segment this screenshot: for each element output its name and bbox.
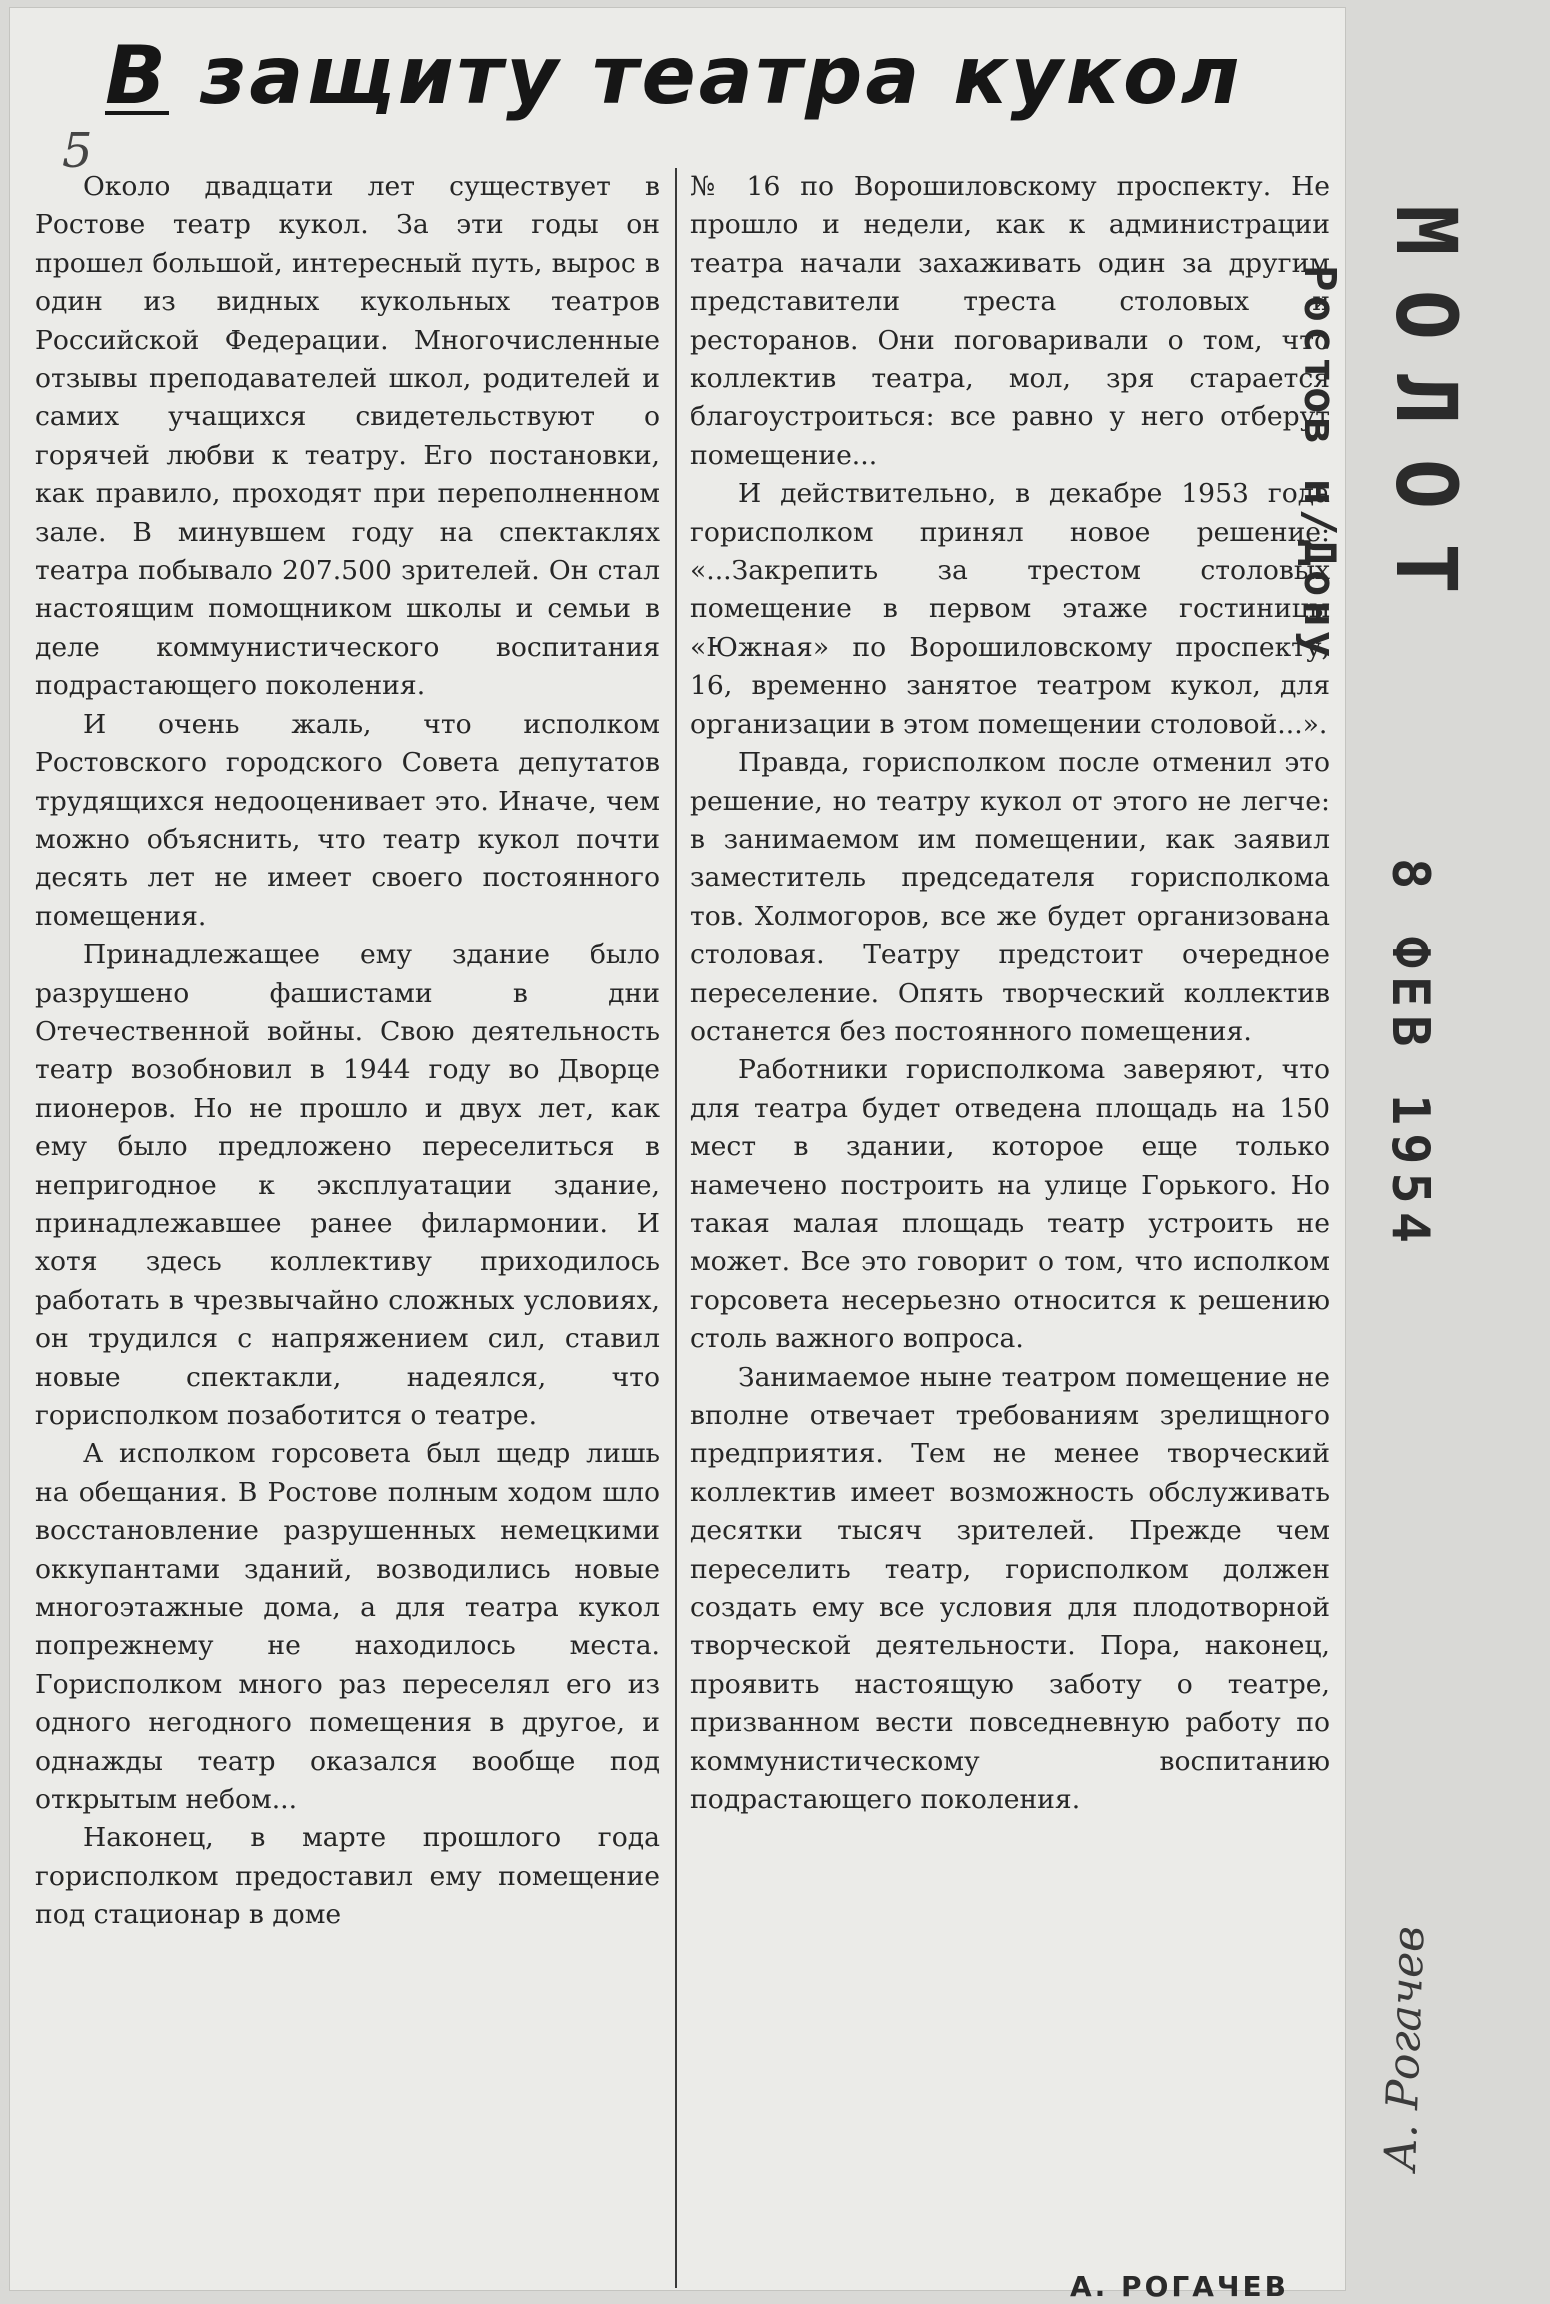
paragraph: Принадлежащее ему здание было разрушено фашистами в дни Отечественной войны. Свою деятельность театр возобновил в 1944 году во Дворце пионеров. Но не прошло и двух лет, как ему было предложено переселиться в непригодное к эксплуатации здание, принадлежавшее ранее филармонии. И хотя здесь коллективу приходилось работать в чрезвычайно сложных условиях, он трудился с напряжением сил, ставил новые спектакли, надеялся, что горисполком позаботится о театре.: [35, 939, 660, 1431]
handwritten-author-name: А. Рогачев: [1375, 1925, 1435, 2172]
pencil-margin-mark: 5: [62, 123, 93, 179]
paragraph: И очень жаль, что исполком Ростовского городского Совета депутатов трудящихся недооценивает это. Иначе, чем можно объяснить, что театр кукол почти десять лет не имеет своего постоянного помещения.: [35, 708, 660, 932]
paragraph: Наконец, в марте прошлого года горисполком предоставил ему помещение под стационар в доме: [35, 1822, 660, 1931]
paragraph: И действительно, в декабре 1953 года горисполком принял новое решение: «...Закрепить за трестом столовых помещение в первом этаже гостиницы «Южная» по Ворошиловскому проспекту, 16, временно занятое театром кукол, для организации в этом помещении столовой...».: [690, 478, 1330, 740]
stamp-city: Ростов н/Дону: [1294, 265, 1345, 662]
paragraph: Работники горисполкома заверяют, что для театра будет отведена площадь на 150 мест в здании, которое еще только намечено построить на улице Горького. Но такая малая площадь театр устроить не может. Все это говорит о том, что исполком горсовета несерьезно относится к решению столь важного вопроса.: [690, 1054, 1330, 1355]
paragraph: Правда, горисполком после отменил это решение, но театру кукол от этого не легче: в занимаемом им помещении, как заявил заместитель председателя горисполкома тов. Холмогоров, все же будет организована столовая. Театру предстоит очередное переселение. Опять творческий коллектив останется без постоянного помещения.: [690, 747, 1330, 1047]
article-title: [105, 26, 1243, 126]
article-column-1: [35, 168, 660, 1935]
stamp-date: 8 ФЕВ 1954: [1380, 858, 1440, 1252]
paragraph: Около двадцати лет существует в Ростове театр кукол. За эти годы он прошел большой, интересный путь, вырос в один из видных кукольных театров Российской Федерации. Многочисленные отзывы преподавателей школ, родителей и самих учащихся свидетельствуют о горячей любви к театру. Его постановки, как правило, проходят при переполненном зале. В минувшем году на спектаклях театра побывало 207.500 зрителей. Он стал настоящим помощником школы и семьи в деле коммунистического воспитания подрастающего поколения.: [35, 171, 660, 702]
paragraph: Занимаемое ныне театром помещение не вполне отвечает требованиям зрелищного предприятия. Тем не менее творческий коллектив имеет возможность обслуживать десятки тысяч зрителей. Прежде чем переселить театр, горисполком должен создать ему все условия для плодотворной творческой деятельности. Пора, наконец, проявить настоящую заботу о театре, призванном вести повседневную работу по коммунистическому воспитанию подрастающего поколения.: [690, 1361, 1330, 1816]
title-first-letter: В: [105, 29, 169, 122]
article-signature: А. РОГАЧЕВ: [1070, 2270, 1289, 2303]
article-column-2: [690, 168, 1330, 1819]
title-text: защиту театра кукол: [168, 29, 1243, 122]
newspaper-clipping: [10, 8, 1345, 2303]
stamp-newspaper-name: МОЛОТ: [1377, 205, 1475, 628]
column-divider: [675, 168, 677, 2288]
paragraph: № 16 по Ворошиловскому проспекту. Не прошло и недели, как к администрации театра начали захаживать один за другим представители треста столовых и ресторанов. Они поговаривали о том, что коллектив театра, мол, зря старается благоустроиться: все равно у него отберут помещение...: [690, 171, 1330, 471]
paragraph: А исполком горсовета был щедр лишь на обещания. В Ростове полным ходом шло восстановление разрушенных немецкими оккупантами зданий, возводились новые многоэтажные дома, а для театра кукол попрежнему не находилось места. Горисполком много раз переселял его из одного негодного помещения в другое, и однажды театр оказался вообще под открытым небом...: [35, 1438, 660, 1816]
